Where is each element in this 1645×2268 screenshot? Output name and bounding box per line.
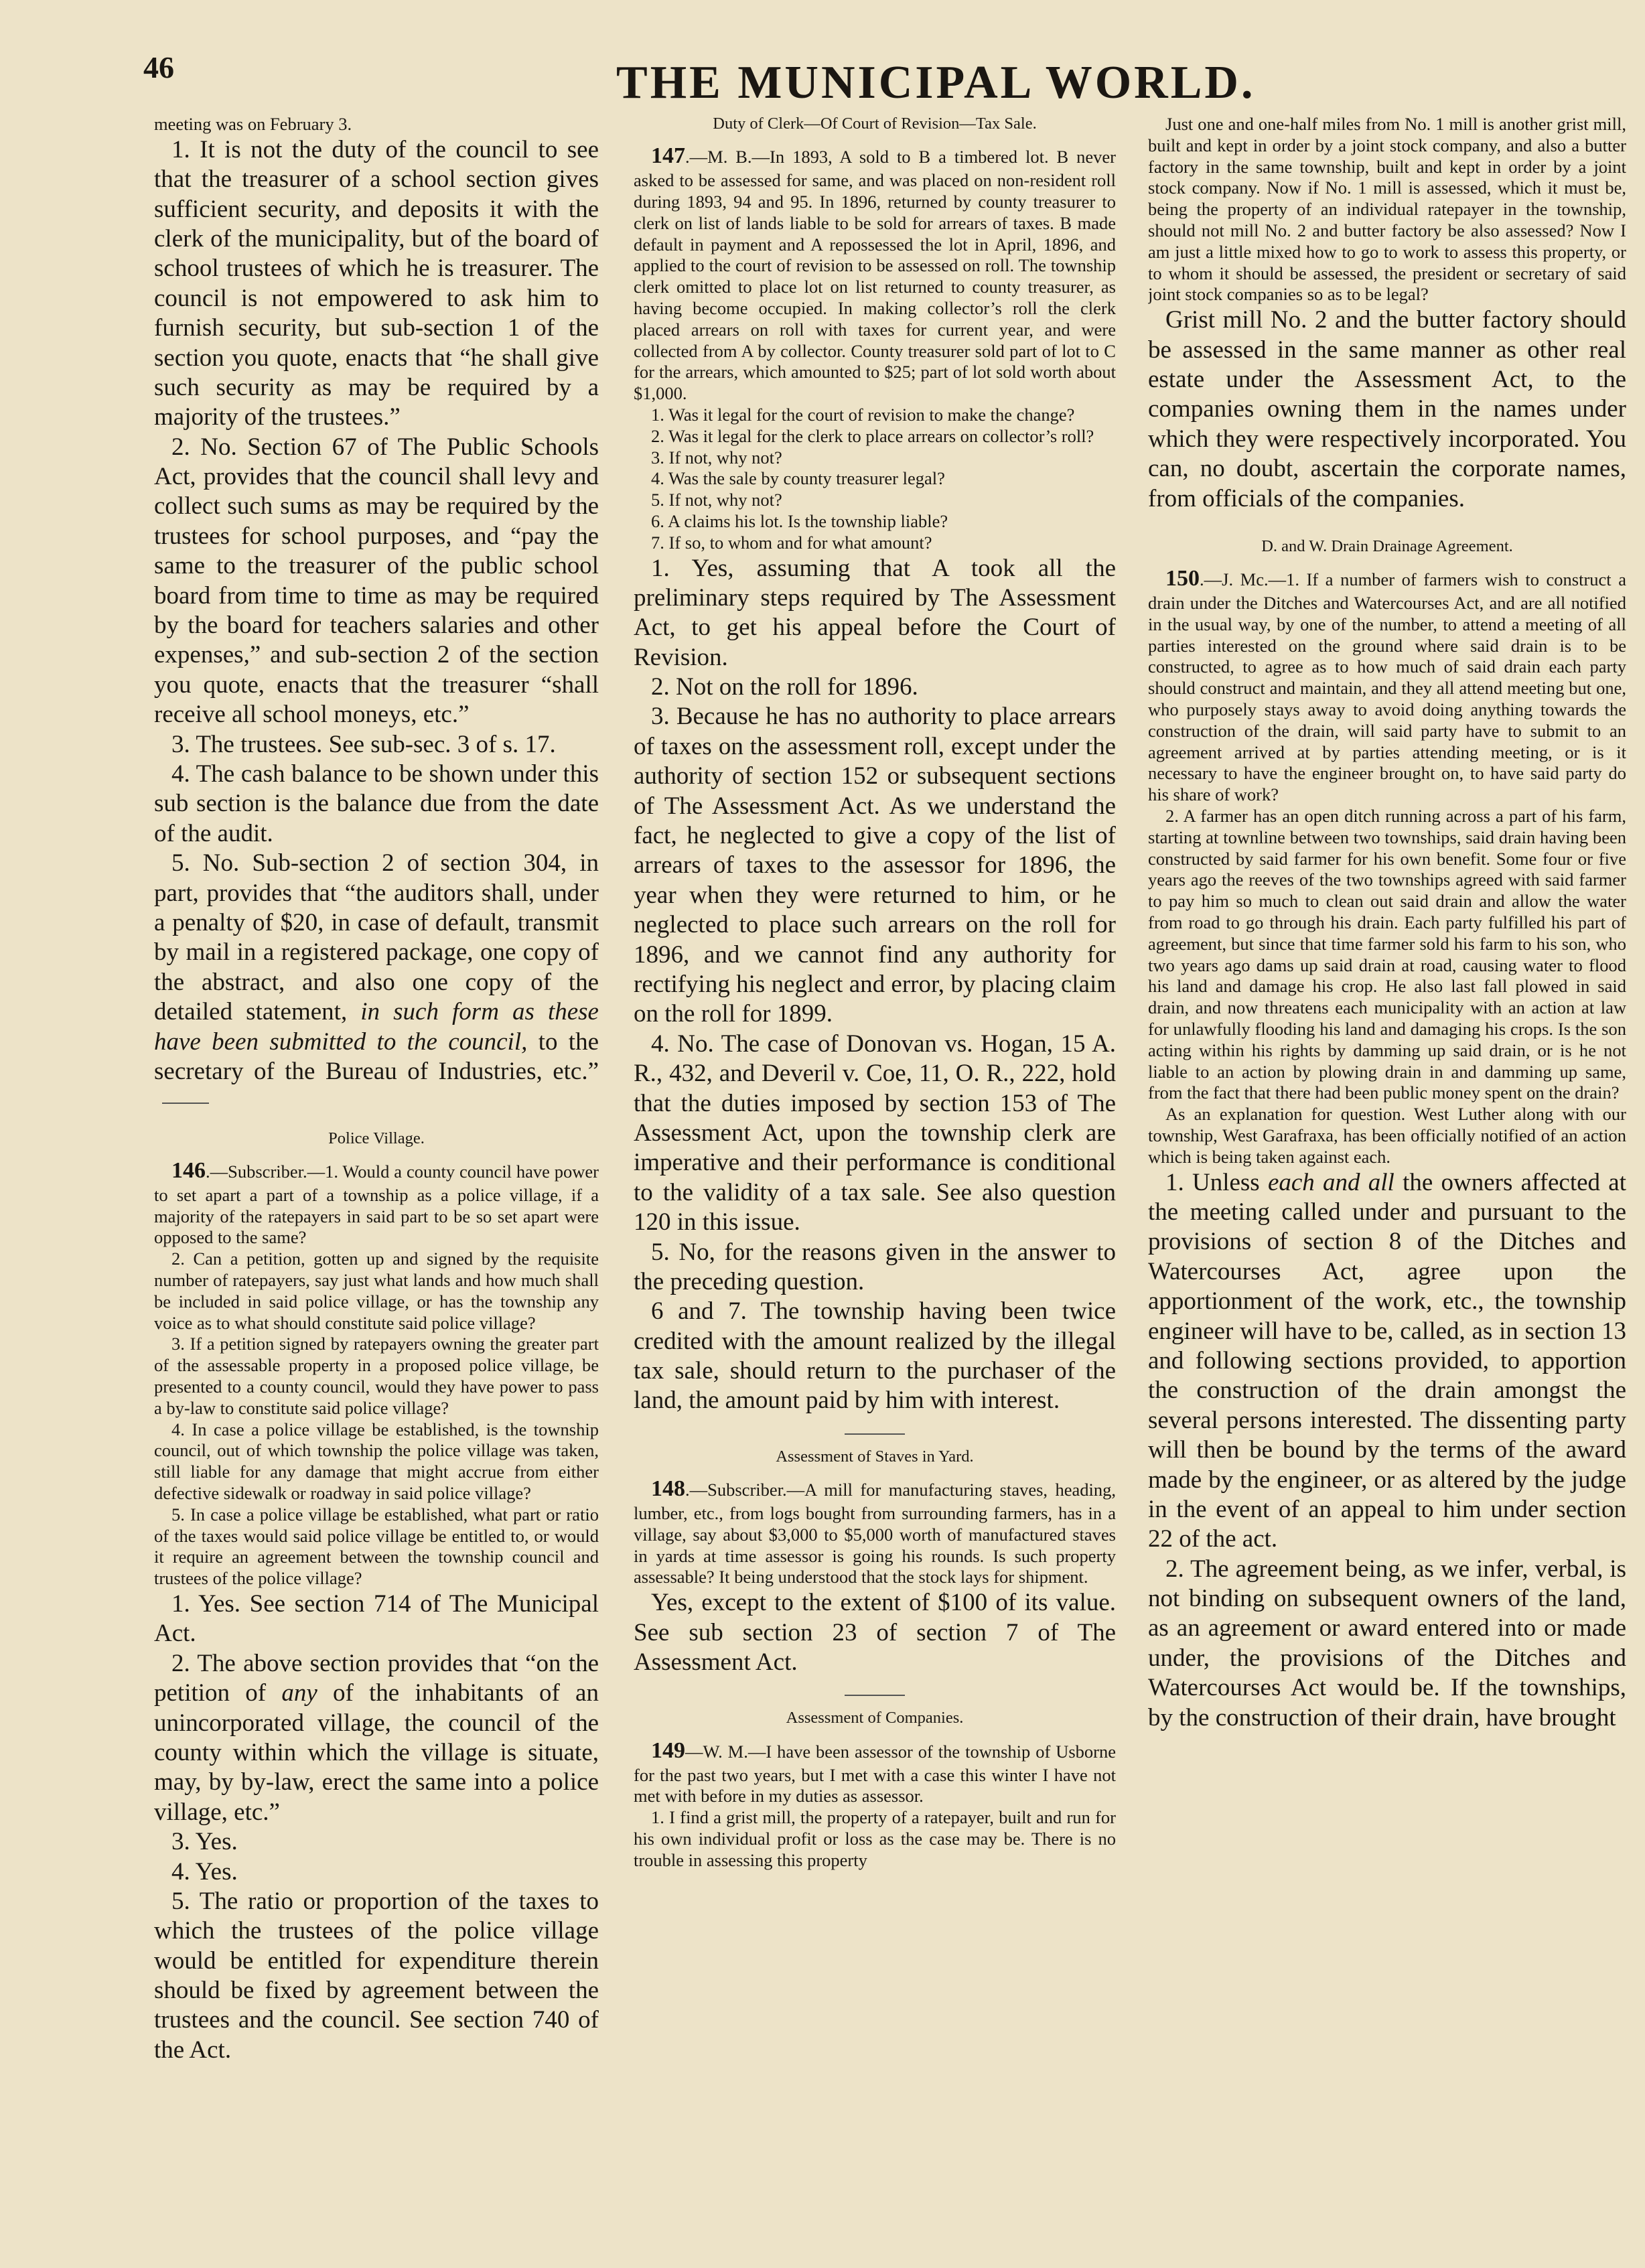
paragraph xyxy=(154,1649,599,1827)
column-1 xyxy=(154,114,599,2244)
column-2 xyxy=(634,114,1116,2244)
paragraph: 6 and 7. The township having been twice credited with the amount realized by the illegal tax sale, should return to the purchaser of the land, the amount paid by him with interest. xyxy=(634,1297,1116,1415)
paragraph: 6. A claims his lot. Is the township liable? xyxy=(651,510,948,531)
paragraph: 1. Yes, assuming that A took all the preliminary steps required by The Assessment Act, to get his appeal before the Court of Revision. xyxy=(634,554,1116,671)
paragraph: 7. If so, to whom and for what amount? xyxy=(651,532,932,553)
question-text: .—M. B.—In 1893, A sold to B a timbered lot. B never asked to be assessed for same, and was placed on non-resident roll during 1893, 94 and 95. In 1896, returned by county treasurer to clerk on list of lands liable to be sold for arrears of taxes. B made default in payment and A repossessed the lot in April, 1896, and applied to the court of revision to be assessed on roll. The township clerk omitted to place lot on list returned to county treasurer, as having become occupied. In making collector’s roll the clerk placed arrears on roll with taxes for current year, and were collected from A by collector. County treasurer sold part of lot to C for the arrears, which amounted to $25; part of lot sold worth about $1,000. xyxy=(634,147,1116,404)
paragraph: 5. The ratio or proportion of the taxes to which the trustees of the police village would be entitled for expenditure therein should be fixed by agreement between the trustees and the council. See section 740 of the Act. xyxy=(154,1887,599,2064)
paragraph: Just one and one-half miles from No. 1 mill is another grist mill, built and kept in order by a joint stock company, and also a butter factory in the same township, built and kept in order by a joint stock company. Now if No. 1 mill is assessed, which it must be, being the property of an individual ratepayer in the township, should not mill No. 2 and butter factory be also assessed? Now I am just a little mixed how to go to work to assess this property, or to whom it should be assessed, the president or secretary of said joint stock companies so as to be legal? xyxy=(1148,114,1626,305)
paragraph: 4. No. The case of Donovan vs. Hogan, 15 A. R., 432, and Deveril v. Coe, 11, O. R., 222, hold that the duties imposed by section 153 of The Assessment Act, upon the township clerk are imperative and their performance is conditional to the validity of a tax sale. See also question 120 in this issue. xyxy=(634,1030,1116,1236)
italic-text: any xyxy=(281,1679,317,1707)
question-number: 147 xyxy=(651,143,685,169)
page-number: 46 xyxy=(143,50,174,84)
paragraph: 4. Yes. xyxy=(171,1857,238,1886)
paragraph: 4. The cash balance to be shown under this sub section is the balance due from the date of the audit. xyxy=(154,760,599,847)
paragraph: 5. No, for the reasons given in the answer to the preceding question. xyxy=(634,1238,1116,1295)
section-heading: Assessment of Companies. xyxy=(786,1709,964,1727)
paragraph: 2. Was it legal for the clerk to place arrears on collector’s roll? xyxy=(651,425,1094,446)
question-number: 149 xyxy=(651,1738,685,1763)
paragraph: 4. Was the sale by county treasurer legal? xyxy=(651,468,945,489)
column-3 xyxy=(1148,114,1626,2244)
question-text: .—Subscriber.—1. Would a county council have power to set apart a part of a township as a police village, if a majority of the ratepayers in said part to be so set apart were opposed to the same? xyxy=(154,1161,599,1248)
text-run: the owners affected at the meeting called under and pursuant to the provisions of section 8 of the Ditches and Watercourses Act, agree upon the apportionment of the work, etc., the township engineer will have to be, called, as in section 13 and following sections provided, to apportion the construction of the drain amongst the several persons interested. The dissenting party will then be bound by the terms of the award made by the engineer, or as altered by the judge in the event of an appeal to him under section 22 of the act. xyxy=(1148,1168,1626,1553)
paragraph: 3. The trustees. See sub-sec. 3 of s. 17. xyxy=(171,730,556,758)
paragraph: Yes, except to the extent of $100 of its value. See sub section 23 of section 7 of The Assessment Act. xyxy=(634,1589,1116,1677)
question-number: 150 xyxy=(1165,566,1200,591)
paragraph: 4. In case a police village be established, is the township council, out of which township the police village was taken, still liable for any damage that might accrue from either defective sidewalk or roadway in said police village? xyxy=(154,1419,599,1504)
short-rule xyxy=(162,1103,209,1104)
section-heading: Police Village. xyxy=(328,1129,425,1147)
question-paragraph xyxy=(634,143,1116,405)
paragraph: 5. If not, why not? xyxy=(651,490,782,510)
paragraph: 2. A farmer has an open ditch running across a part of his farm, starting at townline between two townships, said drain having been constructed by said farmer for his own benefit. Some four or five years ago the reeves of the two townships agreed with said farmer to pay him so much to clean out said drain and allow the water from road to go through his drain. Each party fulfilled his part of agreement, but since that time farmer sold his farm to his son, who two years ago dams up said drain at road, causing water to flood his land and damage his crop. He also last fall plowed in said drain, and now threatens each municipality with an action at law for unlawfully flooding his land and damaging his crops. Is the son acting within his rights by damming up said drain, or is he not liable to an action by plowing drain in and damming up same, from the fact that there had been public money spent on the drain? xyxy=(1148,806,1626,1103)
section-heading: D. and W. Drain Drainage Agreement. xyxy=(1261,537,1513,555)
paragraph: 1. Yes. See section 714 of The Municipal Act. xyxy=(154,1590,599,1648)
paragraph: Grist mill No. 2 and the butter factory should be assessed in the same manner as other real estate under the Assessment Act, to the companies owning them in the names under which they were respectively incorporated. You can, no doubt, ascertain the corporate names, from officials of the companies. xyxy=(1148,306,1626,512)
text-run: to the secretary of the Bureau of Industries, etc.” xyxy=(154,1027,599,1085)
paragraph: 2. Not on the roll for 1896. xyxy=(651,673,918,701)
question-paragraph xyxy=(634,1476,1116,1588)
section-divider xyxy=(845,1695,905,1696)
text-run: 1. Unless xyxy=(1165,1168,1268,1196)
text-run: of the inhabitants of an unincorporated village, the council of the county within which the village is situate, may, by by-law, erect the same into a police village, etc.” xyxy=(154,1679,599,1826)
section-divider xyxy=(845,1433,905,1435)
paragraph: 2. Can a petition, gotten up and signed by the requisite number of ratepayers, say just what lands and how much shall be included in said police village, or has the township any voice as to what should constitute said police village? xyxy=(154,1249,599,1333)
question-number: 146 xyxy=(171,1158,206,1184)
paragraph: 1. I find a grist mill, the property of a ratepayer, built and run for his own individual profit or loss as the case may be. There is no trouble in assessing this property xyxy=(634,1807,1116,1870)
paragraph: 2. The agreement being, as we infer, verbal, is not binding on subsequent owners of the land, as an agreement or award entered into or made under, the provisions of the Ditches and Watercourses Act would be. If the townships, by the construction of their drain, have brought xyxy=(1148,1555,1626,1731)
paragraph: 2. No. Section 67 of The Public Schools Act, provides that the council shall levy and collect such sums as may be required by the trustees for school purposes, and “pay the same to the treasurer of the public school board from time to time as may be required by the board for teachers salaries and other expenses,” and sub-section 2 of the section you quote, enacts that the treasurer “shall receive all school moneys, etc.” xyxy=(154,433,599,729)
question-text: .—J. Mc.—1. If a number of farmers wish to construct a drain under the Ditches and Watercourses Act, and are all notified in the usual way, by one of the number, to attend a meeting of all parties interested on the ground where said drain is to be constructed, to agree as to how much of said drain each party should construct and maintain, and they all attend meeting but one, who purposely stays away to avoid doing anything towards the construction of the drain, will said party have to submit to an agreement arrived at by parties attending meeting, or is it necessary to have the engineer brought on, to have said party do his share of work? xyxy=(1148,569,1626,805)
text-run: 5. No. Sub-section 2 of section 304, in part, provides that “the auditors shall, under a penalty of $20, in case of default, transmit by mail in a registered package, one copy of the abstract, and also one copy of the detailed statement, xyxy=(154,849,599,1026)
paragraph: 3. If a petition signed by ratepayers owning the greater part of the assessable property in a proposed police village, be presented to a county council, would they have power to pass a by-law to constitute said police village? xyxy=(154,1334,599,1418)
paragraph: 1. It is not the duty of the council to see that the treasurer of a school section gives sufficient security, and deposits it with the clerk of the municipality, but of the board of school trustees of which he is treasurer. The council is not empowered to ask him to furnish security, but sub-section 1 of the section you quote, enacts that “he shall give such security as may be required by a majority of the trustees.” xyxy=(154,135,599,431)
section-heading: Duty of Clerk—Of Court of Revision—Tax Sale. xyxy=(713,115,1037,133)
text-run: 2. The above section provides that “on the petition of xyxy=(154,1649,599,1707)
paragraph: meeting was on February 3. xyxy=(154,114,352,134)
paragraph: As an explanation for question. West Luther along with our township, West Garafraxa, has been officially notified of an action which is being taken against each. xyxy=(1148,1104,1626,1167)
paragraph xyxy=(1148,1168,1626,1555)
question-text: .—Subscriber.—A mill for manufacturing staves, heading, lumber, etc., from logs bought from surrounding farmers, has in a village, say about $3,000 to $5,000 worth of manufactured staves in yards at time assessor is going his rounds. Is such property assessable? It being understood that the stock lays for shipment. xyxy=(634,1480,1116,1587)
paragraph: 3. If not, why not? xyxy=(651,447,782,468)
section-heading: Assessment of Staves in Yard. xyxy=(776,1447,974,1466)
paragraph: 3. Because he has no authority to place arrears of taxes on the assessment roll, except under the authority of section 152 or subsequent sections of The Assessment Act. As we understand the fact, he neglected to give a copy of the list of arrears of taxes to the assessor for 1896, the year when they were returned to him, or he neglected to place such arrears on the roll for 1896, and we cannot find any authority for rectifying his neglect and error, by placing claim on the roll for 1899. xyxy=(634,703,1116,1028)
question-text: —W. M.—I have been assessor of the township of Usborne for the past two years, but I met with a case this winter I have not met with before in my duties as assessor. xyxy=(634,1741,1116,1806)
question-paragraph xyxy=(154,1157,599,1249)
question-paragraph xyxy=(634,1738,1116,1807)
paragraph xyxy=(154,849,599,1117)
paragraph: 1. Was it legal for the court of revision to make the change? xyxy=(651,404,1075,425)
paragraph: 3. Yes. xyxy=(171,1828,238,1856)
question-number: 148 xyxy=(651,1476,685,1502)
question-paragraph xyxy=(1148,565,1626,806)
italic-text: each and all xyxy=(1267,1168,1394,1196)
paragraph: 5. In case a police village be established, what part or ratio of the taxes would said police village be entitled to, or would it require an agreement between the township council and trustees of the police village? xyxy=(154,1504,599,1589)
italic-text: in such form as these have been submitted to the council, xyxy=(154,998,599,1056)
running-head-title: THE MUNICIPAL WORLD. xyxy=(616,57,1256,109)
